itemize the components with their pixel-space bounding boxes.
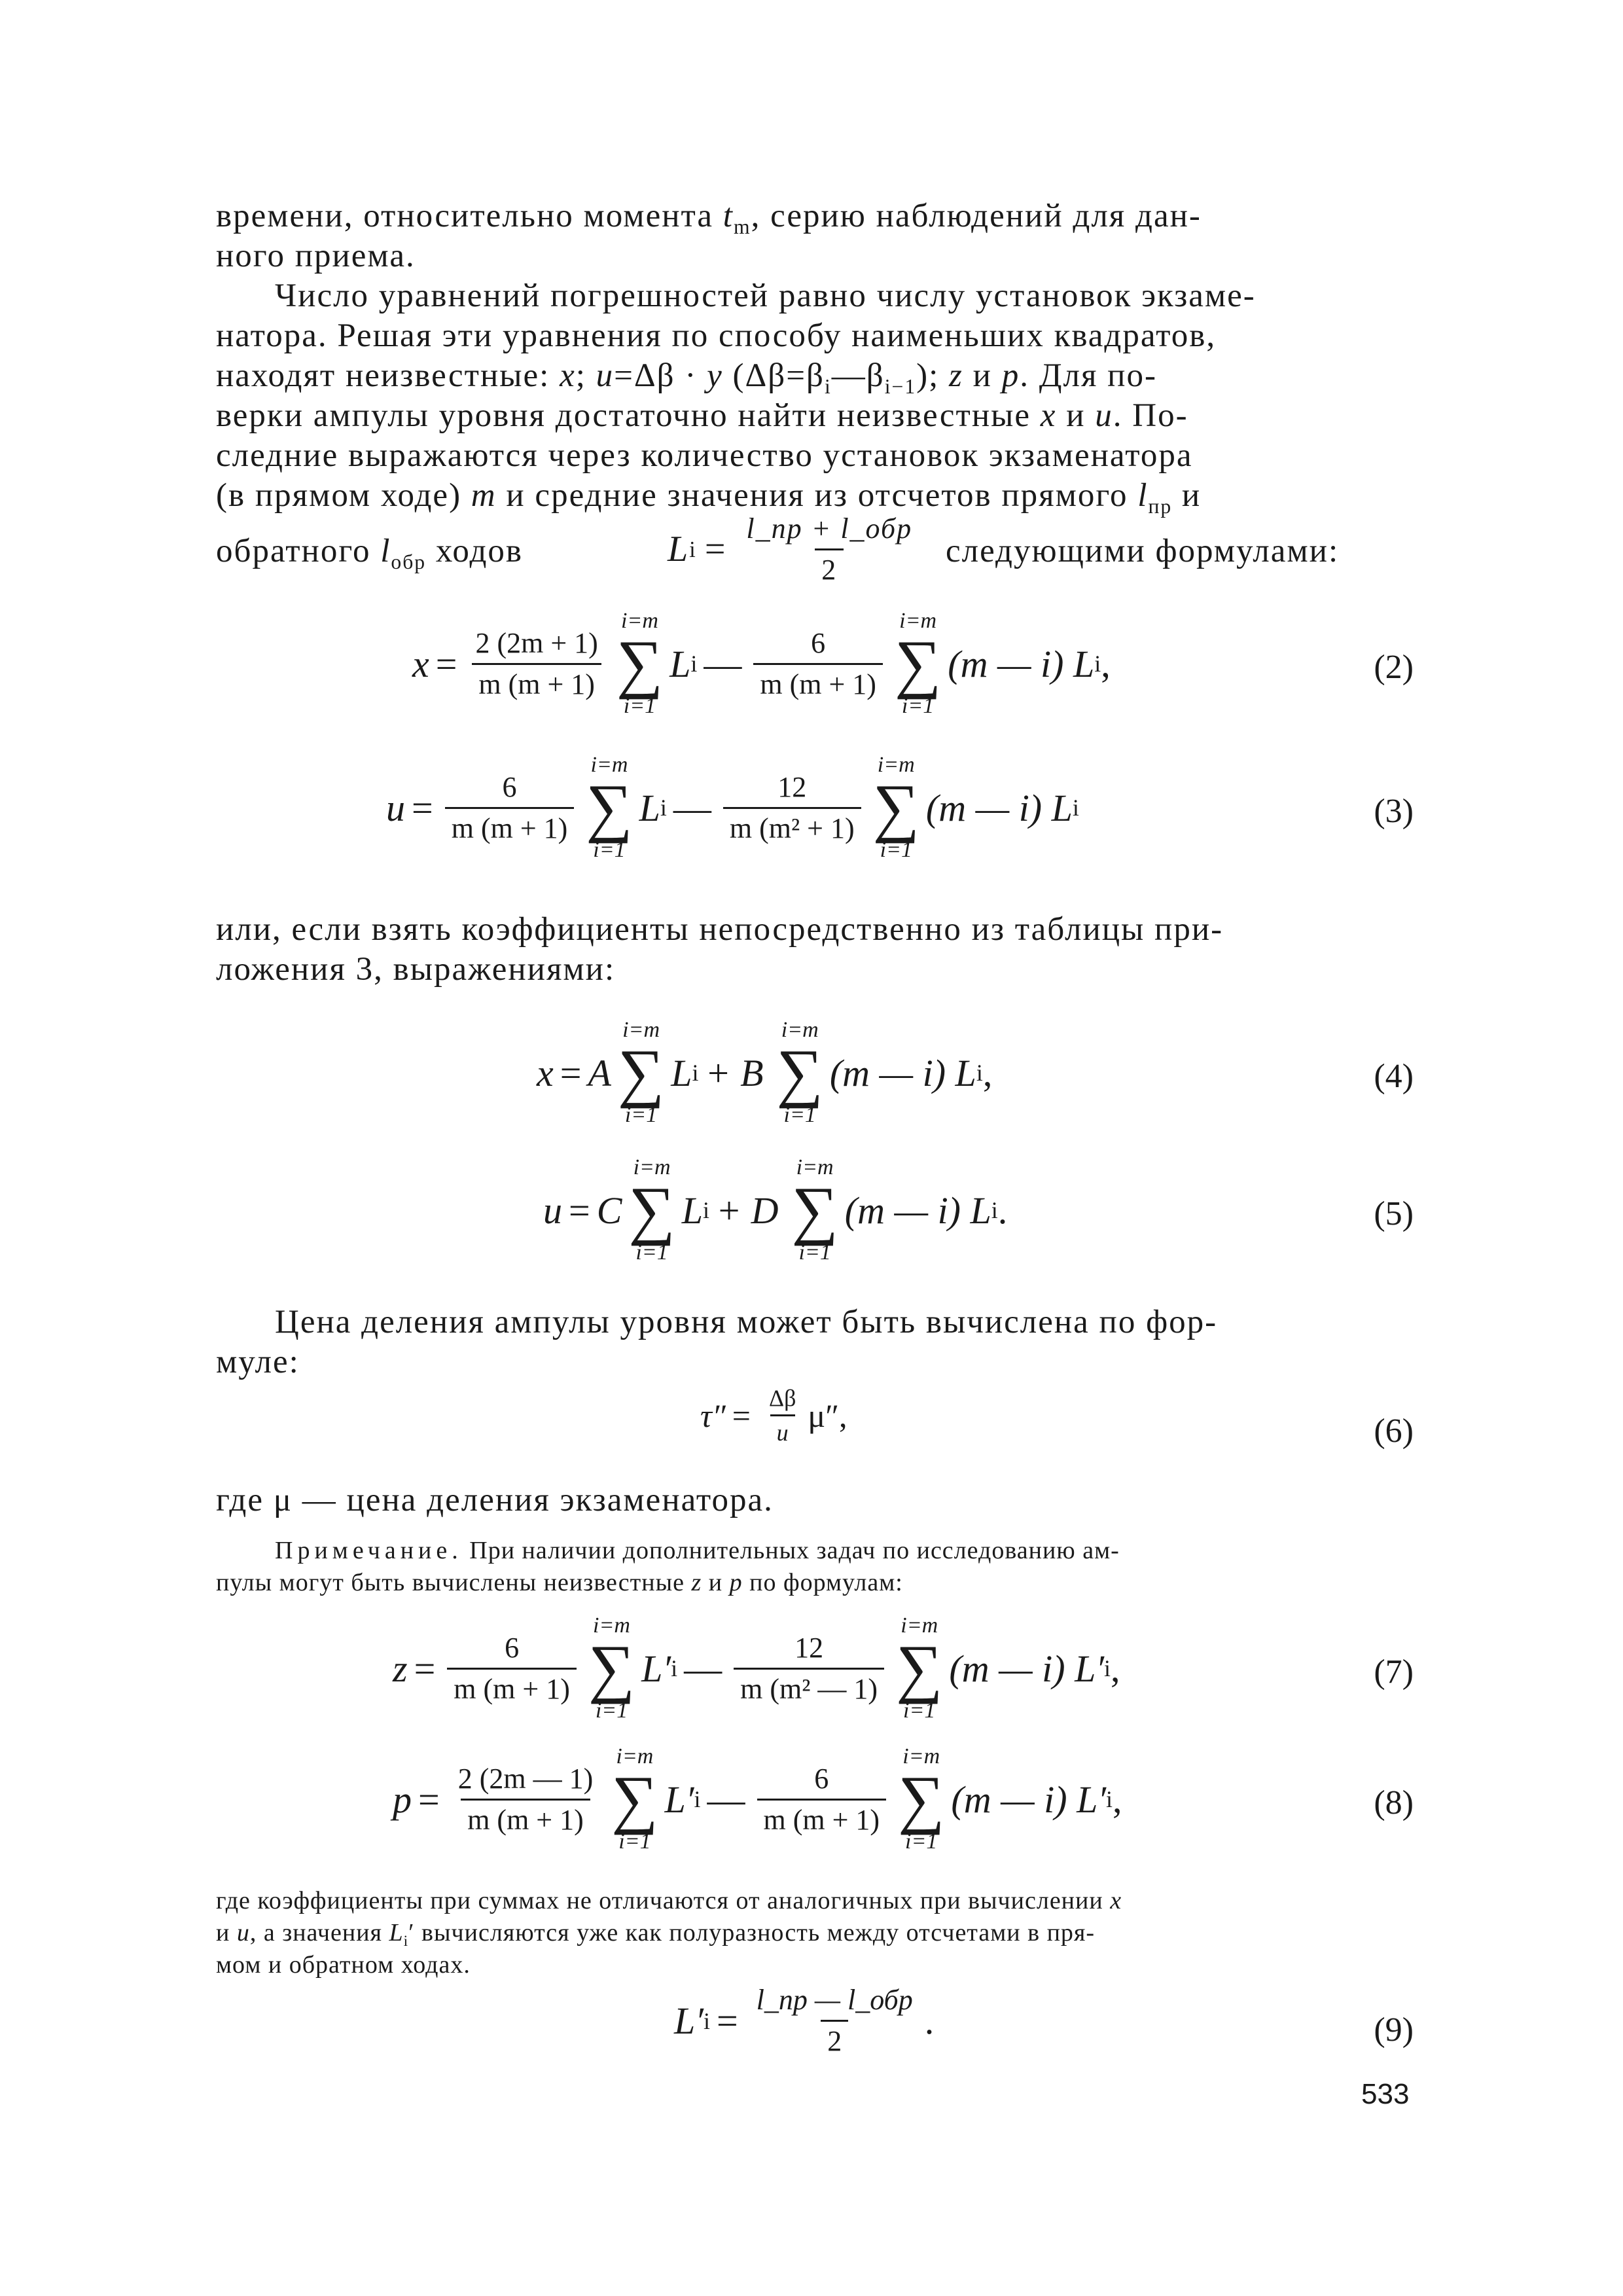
sum-upper-limit: i=m	[622, 1018, 660, 1042]
math-var: L	[639, 786, 660, 829]
inline-formula-line	[216, 512, 1414, 589]
text-fragment: и	[216, 1919, 237, 1946]
punctuation: ,	[1101, 642, 1111, 685]
text-fragment: и	[1056, 397, 1096, 434]
math-var: u	[236, 1919, 250, 1946]
sum-lower-limit: i=1	[903, 1698, 936, 1723]
math-expr: (m — i) L	[948, 642, 1095, 685]
math-var: x	[537, 1051, 554, 1094]
summation	[616, 609, 663, 719]
paragraph-1	[216, 196, 1414, 276]
sigma-symbol: ∑	[588, 1632, 635, 1704]
note-paragraph-2	[216, 1885, 1414, 1981]
summation	[628, 1155, 675, 1265]
sigma-symbol: ∑	[586, 771, 633, 844]
equation-number: (5)	[1374, 1195, 1414, 1232]
fraction	[740, 512, 919, 587]
sum-lower-limit: i=1	[905, 1829, 938, 1854]
math-var: u	[596, 357, 615, 394]
fraction-denominator: 2	[821, 2020, 848, 2058]
operator: —	[684, 1647, 722, 1690]
text-line: мом и обратном ходах.	[216, 1951, 471, 1979]
math-var: L	[669, 642, 691, 685]
math-var: u	[386, 786, 405, 829]
fraction-numerator: 6	[814, 1762, 829, 1795]
text-fragment: по формулам:	[742, 1569, 903, 1596]
sum-upper-limit: i=m	[593, 1613, 630, 1638]
formula-3: u = $\frac{6}{m (m + 1)}$ i=m ∑ i=1 L i — $\frac{12}{\text{m (m² + 1)}}$ i=m ∑ i=1 (m — i) L i (3)	[386, 753, 1414, 862]
math-var: p	[393, 1778, 412, 1821]
sum-upper-limit: i=m	[902, 1744, 940, 1768]
fraction-numerator: 12	[777, 770, 807, 803]
math-var: z	[393, 1647, 408, 1690]
text-line: (в прямом ходе)	[216, 477, 471, 514]
text-line: или, если взять коэффициенты непосредственно из таблицы при-	[216, 911, 1224, 948]
text-fragment: и	[963, 357, 1002, 394]
equation-number: (8)	[1374, 1784, 1414, 1821]
fraction-denominator: m (m² — 1)	[734, 1668, 884, 1706]
sum-lower-limit: i=1	[783, 1103, 816, 1127]
fraction	[734, 1631, 884, 1706]
math-var: l	[380, 533, 391, 569]
fraction-numerator: Δβ	[768, 1385, 796, 1411]
math-sub: i	[403, 1933, 409, 1950]
fraction-numerator: 6	[502, 770, 517, 803]
paragraph-3	[216, 910, 1414, 990]
operator: —	[704, 642, 742, 685]
sigma-symbol: ∑	[894, 627, 942, 700]
math-var: L′	[664, 1778, 694, 1821]
fraction-denominator: m (m + 1)	[447, 1668, 577, 1706]
math-var: L	[671, 1051, 692, 1094]
punctuation: ,	[982, 1051, 993, 1094]
fraction	[723, 770, 861, 846]
text-fragment: и	[1172, 477, 1202, 514]
paragraph-4	[216, 1302, 1414, 1382]
math-var: τ″	[700, 1397, 726, 1434]
summation	[873, 753, 919, 863]
math-expr: (m — i) L	[925, 786, 1073, 829]
summation	[896, 1613, 942, 1723]
formula-6: τ″ = $\frac{\Delta\beta}{u}$ μ″, (6)	[700, 1385, 1414, 1450]
fraction	[753, 626, 883, 702]
sigma-symbol: ∑	[617, 1036, 665, 1109]
equation-number: (7)	[1374, 1653, 1414, 1691]
note-paragraph	[216, 1535, 1414, 1599]
operator: + D	[715, 1189, 779, 1232]
sum-upper-limit: i=m	[616, 1744, 654, 1768]
sigma-symbol: ∑	[628, 1174, 675, 1246]
sigma-symbol: ∑	[776, 1036, 823, 1109]
sum-lower-limit: i=1	[623, 694, 656, 718]
equation-number: (2)	[1374, 649, 1414, 686]
text-line: , серию наблюдений для дан-	[751, 198, 1202, 234]
math-expr: (m — i) L′	[949, 1647, 1105, 1690]
math-var: y	[707, 357, 723, 394]
sum-upper-limit: i=m	[633, 1155, 671, 1179]
sum-upper-limit: i=m	[620, 609, 658, 633]
sum-lower-limit: i=1	[635, 1240, 668, 1265]
summation	[895, 609, 941, 719]
text-line: следние выражаются через количество установок экзаменатора	[216, 437, 1193, 474]
sigma-symbol: ∑	[898, 1763, 945, 1835]
text-line: времени, относительно момента	[216, 198, 723, 234]
fraction-numerator: 6	[505, 1631, 520, 1664]
paragraph-5	[216, 1480, 1414, 1520]
fraction-denominator: m (m + 1)	[461, 1799, 590, 1837]
equation-number: (6)	[1374, 1412, 1414, 1450]
sum-lower-limit: i=1	[798, 1240, 831, 1265]
formula-9: L′ i = $\frac{\text{l\_пр — l\_обр}}{2}$ . (9)	[674, 1984, 1414, 2057]
math-expr: μ″,	[808, 1397, 847, 1434]
sum-upper-limit: i=m	[590, 753, 628, 777]
text-line: где μ — цена деления экзаменатора.	[216, 1482, 774, 1518]
math-var: L	[389, 1919, 404, 1946]
math-var: A	[588, 1051, 611, 1094]
text-fragment: (Δβ=β	[722, 357, 825, 394]
sum-lower-limit: i=1	[593, 838, 626, 862]
sum-lower-limit: i=1	[595, 1698, 628, 1723]
text-fragment: и	[702, 1569, 730, 1596]
punctuation: .	[997, 1189, 1008, 1232]
text-fragment: ′ вычисляются уже как полуразность между отсчетами в пря-	[408, 1919, 1096, 1946]
fraction-numerator: 12	[794, 1631, 824, 1664]
page-number: 533	[1361, 2078, 1410, 2110]
text-line: При наличии дополнительных задач по исследованию ам-	[462, 1537, 1120, 1564]
text-fragment: ;	[575, 357, 596, 394]
sum-upper-limit: i=m	[877, 753, 915, 777]
text-line: находят неизвестные:	[216, 357, 560, 394]
fraction	[757, 1762, 887, 1837]
fraction-denominator: m (m + 1)	[757, 1799, 887, 1837]
math-var: z	[691, 1569, 702, 1596]
math-expr: (m — i) L	[829, 1051, 976, 1094]
fraction-numerator: l_пр + l_обр	[746, 512, 913, 545]
fraction-numerator: 6	[811, 626, 826, 659]
math-var: x	[412, 642, 429, 685]
paragraph-2	[216, 276, 1414, 516]
math-var: L	[668, 529, 690, 569]
text-fragment: );	[916, 357, 950, 394]
text-fragment: обратного	[216, 533, 381, 569]
fraction	[447, 1631, 577, 1706]
fraction-numerator: l_пр — l_обр	[756, 1984, 913, 2016]
summation	[588, 1613, 635, 1723]
equation-number: (9)	[1374, 2011, 1414, 2049]
text-fragment: и средние значения из отсчетов прямого	[496, 477, 1138, 514]
math-sub: m	[733, 215, 751, 239]
sigma-symbol: ∑	[896, 1632, 943, 1704]
sum-upper-limit: i=m	[796, 1155, 834, 1179]
math-var: u	[543, 1189, 562, 1232]
sum-lower-limit: i=1	[901, 694, 935, 718]
punctuation: ,	[1111, 1647, 1120, 1690]
formula-7: z = $\frac{6}{m (m + 1)}$ i=m ∑ i=1 L′ i — $\frac{12}{\text{m (m² — 1)}}$ i=m ∑ i=1 (m — i) L′ i , (7)	[393, 1613, 1414, 1723]
summation	[898, 1744, 944, 1854]
sum-upper-limit: i=m	[781, 1018, 819, 1042]
text-fragment: , а значения	[249, 1919, 389, 1946]
sum-lower-limit: i=1	[618, 1829, 651, 1854]
math-var: L	[681, 1189, 703, 1232]
math-sub: обр	[391, 550, 427, 574]
text-line: ложения 3, выражениями:	[216, 951, 616, 988]
summation	[618, 1018, 664, 1128]
math-sub: i−1	[884, 375, 917, 399]
sum-lower-limit: i=1	[624, 1103, 658, 1127]
text-line: Число уравнений погрешностей равно числу установок экзаме-	[275, 278, 1256, 314]
math-var: l	[1137, 477, 1149, 514]
punctuation: ,	[1113, 1778, 1122, 1821]
math-var: m	[471, 477, 497, 514]
fraction	[469, 626, 604, 702]
equation-number: (4)	[1374, 1058, 1414, 1095]
text-fragment: —β	[831, 357, 885, 394]
math-var: x	[1110, 1887, 1122, 1914]
math-var: p	[1001, 357, 1020, 394]
text-fragment: =Δβ ·	[614, 357, 707, 394]
equation-number: (3)	[1374, 793, 1414, 830]
sigma-symbol: ∑	[611, 1763, 658, 1835]
text-line: пулы могут быть вычислены неизвестные	[216, 1569, 692, 1596]
operator: + B	[705, 1051, 764, 1094]
summation	[792, 1155, 838, 1265]
math-sub: пр	[1148, 495, 1173, 518]
fraction-numerator: 2 (2m + 1)	[475, 626, 598, 659]
punctuation: .	[924, 2000, 935, 2042]
fraction	[762, 1384, 802, 1446]
math-sub: i	[824, 375, 832, 399]
text-line: Цена деления ампулы уровня может быть вычислена по фор-	[275, 1304, 1218, 1340]
operator: —	[707, 1778, 745, 1821]
fraction	[452, 1762, 600, 1837]
summation	[611, 1744, 658, 1854]
text-line: где коэффициенты при суммах не отличаются от аналогичных при вычислении	[216, 1887, 1111, 1914]
math-var: x	[560, 357, 576, 394]
math-expr: (m — i) L′	[951, 1778, 1107, 1821]
fraction-denominator: m (m² + 1)	[723, 807, 861, 846]
fraction-denominator: u	[770, 1414, 795, 1446]
sum-upper-limit: i=m	[899, 609, 937, 633]
fraction	[750, 1983, 919, 2058]
fraction-denominator: 2	[815, 548, 844, 587]
text-line: муле:	[216, 1344, 300, 1380]
fraction-numerator: 2 (2m — 1)	[457, 1762, 594, 1795]
summation	[586, 753, 632, 863]
text-fragment: следующими формулами:	[946, 533, 1340, 569]
text-line: ного приема.	[216, 238, 416, 274]
sigma-symbol: ∑	[872, 771, 919, 844]
note-label: Примечание.	[275, 1537, 463, 1564]
text-line: натора. Решая эти уравнения по способу наименьших квадратов,	[216, 317, 1217, 354]
formula-8: p = $\frac{2 (2m — 1)}{m (m + 1)}$ i=m ∑ i=1 L′ i — $\frac{6}{m (m + 1)}$ i=m ∑ i=1 (m — i) L′ i , (8)	[393, 1744, 1414, 1854]
sum-upper-limit: i=m	[901, 1613, 938, 1638]
fraction	[445, 770, 575, 846]
text-line: верки ампулы уровня достаточно найти неизвестные	[216, 397, 1041, 434]
math-var: t	[722, 198, 734, 234]
formula-5: u = C i=m ∑ i=1 L i + D i=m ∑ i=1 (m — i) L i . (5)	[543, 1155, 1414, 1265]
summation	[777, 1018, 823, 1128]
math-expr: (m — i) L	[844, 1189, 991, 1232]
sigma-symbol: ∑	[791, 1174, 838, 1246]
math-var: u	[1095, 397, 1113, 434]
fraction-denominator: m (m + 1)	[753, 663, 883, 702]
math-var: z	[949, 357, 963, 394]
math-var: x	[1040, 397, 1057, 434]
formula-2: x = $\frac{2 (2m + 1)}{m (m + 1)}$ i=m ∑ i=1 L i — $\frac{6}{m (m + 1)}$ i=m ∑ i=1 (m — i) L i , (2)	[412, 609, 1414, 718]
inline-formula: L i = $\frac{\text{l\_пр + l\_обр}}{2}$	[668, 512, 924, 587]
operator: —	[673, 786, 711, 829]
fraction-denominator: m (m + 1)	[472, 663, 601, 702]
sum-lower-limit: i=1	[880, 838, 912, 862]
fraction-denominator: m (m + 1)	[445, 807, 575, 846]
math-var: C	[596, 1189, 622, 1232]
math-var: L′	[674, 2000, 704, 2042]
math-var: L′	[641, 1647, 671, 1690]
formula-4: x = A i=m ∑ i=1 L i + B i=m ∑ i=1 (m — i) L i , (4)	[537, 1018, 1414, 1127]
sigma-symbol: ∑	[616, 627, 664, 700]
text-fragment: ходов	[426, 533, 523, 569]
math-var: p	[729, 1569, 743, 1596]
text-fragment: . По-	[1113, 397, 1188, 434]
text-fragment: . Для по-	[1020, 357, 1157, 394]
